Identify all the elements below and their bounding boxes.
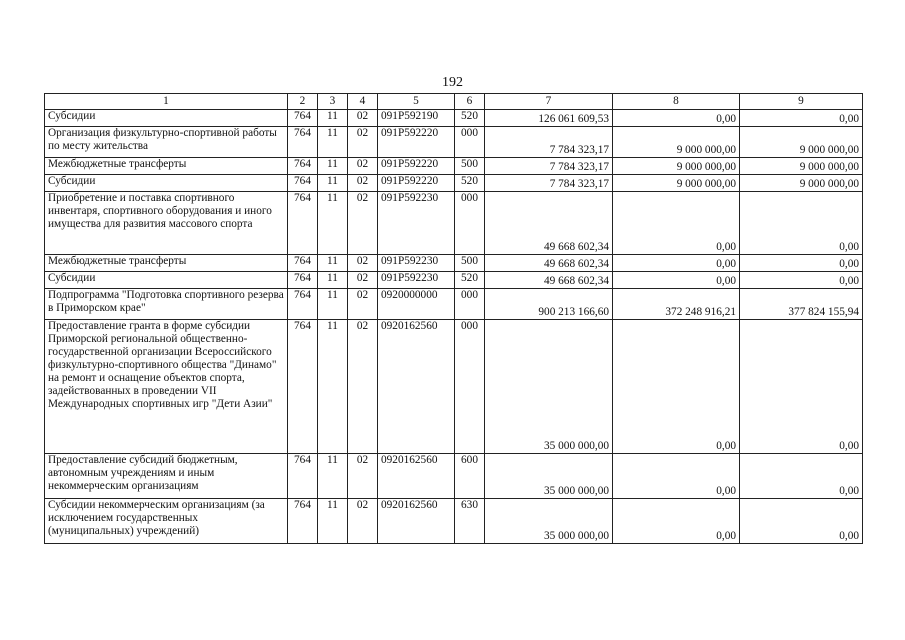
amount-col8-cell: 0,00 xyxy=(613,255,740,272)
section-cell: 11 xyxy=(318,255,348,272)
amount-col7-cell: 7 784 323,17 xyxy=(485,175,613,192)
amount-col9-cell: 0,00 xyxy=(740,499,863,544)
amount-col9-cell: 0,00 xyxy=(740,255,863,272)
header-cell: 2 xyxy=(288,94,318,110)
subsection-cell: 02 xyxy=(348,320,378,454)
target-article-cell: 091P592220 xyxy=(378,158,455,175)
admin-code-cell: 764 xyxy=(288,272,318,289)
amount-col8-cell: 0,00 xyxy=(613,110,740,127)
header-cell: 9 xyxy=(740,94,863,110)
section-cell: 11 xyxy=(318,499,348,544)
row-name-cell: Межбюджетные трансферты xyxy=(45,158,288,175)
table-row xyxy=(45,454,863,499)
row-name-cell: Субсидии xyxy=(45,110,288,127)
amount-col9-cell: 0,00 xyxy=(740,272,863,289)
subsection-cell: 02 xyxy=(348,454,378,499)
table-row xyxy=(45,127,863,158)
header-cell: 1 xyxy=(45,94,288,110)
target-article-cell: 091P592220 xyxy=(378,175,455,192)
amount-col7-cell: 49 668 602,34 xyxy=(485,255,613,272)
header-cell: 5 xyxy=(378,94,455,110)
admin-code-cell: 764 xyxy=(288,255,318,272)
amount-col8-cell: 0,00 xyxy=(613,320,740,454)
row-name-cell: Субсидии некоммерческим организациям (за исключением государственных (муниципальных) учреждений) xyxy=(45,499,288,544)
amount-col7-cell: 35 000 000,00 xyxy=(485,499,613,544)
table-row xyxy=(45,110,863,127)
header-cell: 6 xyxy=(455,94,485,110)
section-cell: 11 xyxy=(318,289,348,320)
table-row xyxy=(45,158,863,175)
amount-col7-cell: 35 000 000,00 xyxy=(485,320,613,454)
amount-col8-cell: 0,00 xyxy=(613,192,740,255)
row-name-cell: Субсидии xyxy=(45,175,288,192)
subsection-cell: 02 xyxy=(348,110,378,127)
amount-col9-cell: 0,00 xyxy=(740,320,863,454)
header-cell: 3 xyxy=(318,94,348,110)
subsection-cell: 02 xyxy=(348,499,378,544)
expense-type-cell: 000 xyxy=(455,127,485,158)
admin-code-cell: 764 xyxy=(288,320,318,454)
section-cell: 11 xyxy=(318,127,348,158)
expense-type-cell: 500 xyxy=(455,255,485,272)
subsection-cell: 02 xyxy=(348,192,378,255)
amount-col9-cell: 0,00 xyxy=(740,454,863,499)
table-row xyxy=(45,175,863,192)
row-name-cell: Подпрограмма "Подготовка спортивного резерва в Приморском крае" xyxy=(45,289,288,320)
target-article-cell: 091P592230 xyxy=(378,255,455,272)
section-cell: 11 xyxy=(318,110,348,127)
target-article-cell: 091P592220 xyxy=(378,127,455,158)
row-name-cell: Предоставление гранта в форме субсидии Приморской региональной общественно-государственной организации Всероссийского физкультурно-спортивного общества "Динамо" на ремонт и оснащение объектов спорта, задействованных в проведении VII Международных спортивных игр "Дети Азии" xyxy=(45,320,288,454)
amount-col9-cell: 9 000 000,00 xyxy=(740,175,863,192)
admin-code-cell: 764 xyxy=(288,499,318,544)
subsection-cell: 02 xyxy=(348,127,378,158)
admin-code-cell: 764 xyxy=(288,175,318,192)
target-article-cell: 0920162560 xyxy=(378,320,455,454)
expense-type-cell: 520 xyxy=(455,175,485,192)
target-article-cell: 091P592190 xyxy=(378,110,455,127)
section-cell: 11 xyxy=(318,320,348,454)
header-cell: 7 xyxy=(485,94,613,110)
admin-code-cell: 764 xyxy=(288,110,318,127)
table-row xyxy=(45,499,863,544)
table-row xyxy=(45,320,863,454)
section-cell: 11 xyxy=(318,158,348,175)
target-article-cell: 0920162560 xyxy=(378,499,455,544)
header-row xyxy=(45,94,863,110)
row-name-cell: Межбюджетные трансферты xyxy=(45,255,288,272)
row-name-cell: Организация физкультурно-спортивной работы по месту жительства xyxy=(45,127,288,158)
amount-col8-cell: 9 000 000,00 xyxy=(613,158,740,175)
target-article-cell: 091P592230 xyxy=(378,272,455,289)
table-row xyxy=(45,192,863,255)
subsection-cell: 02 xyxy=(348,289,378,320)
target-article-cell: 0920162560 xyxy=(378,454,455,499)
amount-col8-cell: 9 000 000,00 xyxy=(613,175,740,192)
amount-col8-cell: 372 248 916,21 xyxy=(613,289,740,320)
amount-col9-cell: 377 824 155,94 xyxy=(740,289,863,320)
table-row xyxy=(45,289,863,320)
header-cell: 8 xyxy=(613,94,740,110)
amount-col8-cell: 9 000 000,00 xyxy=(613,127,740,158)
amount-col8-cell: 0,00 xyxy=(613,272,740,289)
section-cell: 11 xyxy=(318,192,348,255)
amount-col7-cell: 7 784 323,17 xyxy=(485,158,613,175)
amount-col7-cell: 7 784 323,17 xyxy=(485,127,613,158)
amount-col9-cell: 0,00 xyxy=(740,110,863,127)
section-cell: 11 xyxy=(318,272,348,289)
admin-code-cell: 764 xyxy=(288,454,318,499)
amount-col9-cell: 9 000 000,00 xyxy=(740,158,863,175)
amount-col8-cell: 0,00 xyxy=(613,499,740,544)
admin-code-cell: 764 xyxy=(288,192,318,255)
target-article-cell: 091P592230 xyxy=(378,192,455,255)
amount-col7-cell: 900 213 166,60 xyxy=(485,289,613,320)
subsection-cell: 02 xyxy=(348,158,378,175)
expense-type-cell: 520 xyxy=(455,272,485,289)
amount-col9-cell: 0,00 xyxy=(740,192,863,255)
amount-col7-cell: 126 061 609,53 xyxy=(485,110,613,127)
amount-col7-cell: 49 668 602,34 xyxy=(485,192,613,255)
page-number: 192 xyxy=(442,75,463,90)
section-cell: 11 xyxy=(318,175,348,192)
expense-type-cell: 000 xyxy=(455,289,485,320)
expense-type-cell: 630 xyxy=(455,499,485,544)
section-cell: 11 xyxy=(318,454,348,499)
amount-col7-cell: 49 668 602,34 xyxy=(485,272,613,289)
subsection-cell: 02 xyxy=(348,272,378,289)
subsection-cell: 02 xyxy=(348,175,378,192)
table-row xyxy=(45,255,863,272)
expense-type-cell: 520 xyxy=(455,110,485,127)
admin-code-cell: 764 xyxy=(288,289,318,320)
header-cell: 4 xyxy=(348,94,378,110)
admin-code-cell: 764 xyxy=(288,127,318,158)
target-article-cell: 0920000000 xyxy=(378,289,455,320)
budget-table xyxy=(44,93,863,544)
table-row xyxy=(45,272,863,289)
row-name-cell: Предоставление субсидий бюджетным, автономным учреждениям и иным некоммерческим организациям xyxy=(45,454,288,499)
row-name-cell: Субсидии xyxy=(45,272,288,289)
row-name-cell: Приобретение и поставка спортивного инвентаря, спортивного оборудования и иного имущества для развития массового спорта xyxy=(45,192,288,255)
expense-type-cell: 500 xyxy=(455,158,485,175)
expense-type-cell: 000 xyxy=(455,320,485,454)
amount-col8-cell: 0,00 xyxy=(613,454,740,499)
expense-type-cell: 600 xyxy=(455,454,485,499)
expense-type-cell: 000 xyxy=(455,192,485,255)
amount-col7-cell: 35 000 000,00 xyxy=(485,454,613,499)
admin-code-cell: 764 xyxy=(288,158,318,175)
subsection-cell: 02 xyxy=(348,255,378,272)
amount-col9-cell: 9 000 000,00 xyxy=(740,127,863,158)
